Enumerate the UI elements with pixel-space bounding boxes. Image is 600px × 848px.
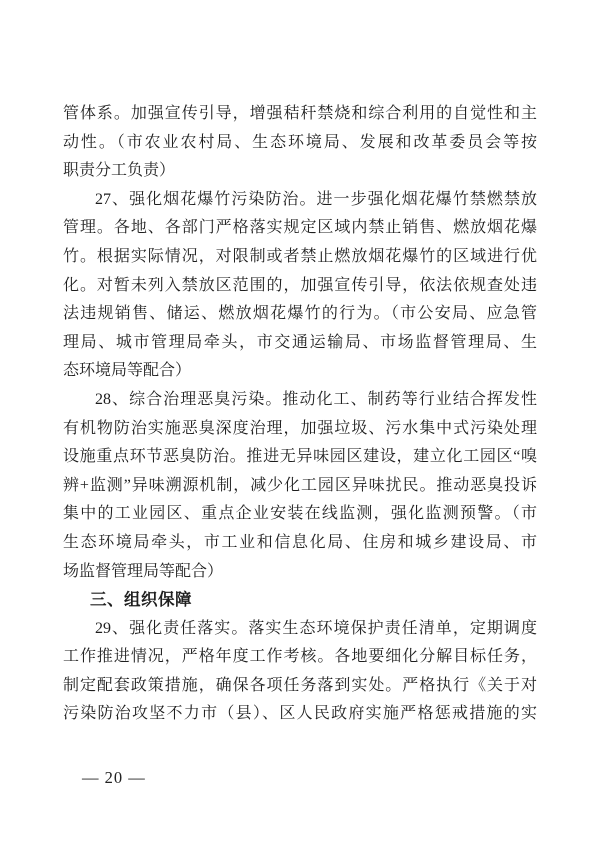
text-line: 28、综合治理恶臭污染。推动化工、制药等行业结合挥发性	[95, 390, 537, 408]
text-line: 理局、城市管理局牵头，市交通运输局、市场监督管理局、生	[63, 333, 537, 351]
paragraph-stubble-burning-continuation	[63, 100, 537, 186]
text-line: 污染防治攻坚不力市（县）、区人民政府实施严格惩戒措施的实	[63, 705, 537, 723]
text-line: 竹。根据实际情况，对限制或者禁止燃放烟花爆竹的区域进行优	[63, 247, 537, 265]
text-line: 生态环境局牵头，市工业和信息化局、住房和城乡建设局、市	[63, 533, 537, 551]
text-line: 辨+监测”异味溯源机制，减少化工园区异味扰民。推动恶臭投诉	[63, 476, 537, 494]
text-line: 有机物防治实施恶臭深度治理，加强垃圾、污水集中式污染处理	[63, 419, 537, 437]
text-line: 动性。（市农业农村局、生态环境局、发展和改革委员会等按	[63, 133, 537, 151]
text-line: 法违规销售、储运、燃放烟花爆竹的行为。（市公安局、应急管	[63, 305, 537, 323]
text-line: 管体系。加强宣传引导，增强秸秆禁烧和综合利用的自觉性和主	[63, 105, 537, 122]
text-line: 27、强化烟花爆竹污染防治。进一步强化烟花爆竹禁燃禁放	[95, 190, 537, 208]
text-line: 集中的工业园区、重点企业安装在线监测，强化监测预警。（市	[63, 505, 537, 523]
section-heading-organizational-support: 三、组织保障	[90, 591, 192, 610]
text-line: 制定配套政策措施，确保各项任务落到实处。严格执行《关于对	[63, 676, 537, 694]
page-number: — 20 —	[82, 768, 146, 787]
text-line: 场监督管理局等配合）	[63, 562, 224, 580]
text-line: 化。对暂未列入禁放区范围的，加强宣传引导，依法依规查处违	[63, 276, 537, 294]
text-line: 工作推进情况，严格年度工作考核。各地要细化分解目标任务，	[63, 648, 537, 666]
paragraph-28-odor-pollution	[63, 386, 537, 586]
document-body	[63, 100, 537, 729]
text-line: 职责分工负责）	[63, 162, 176, 180]
text-line: 设施重点环节恶臭防治。推进无异味园区建设，建立化工园区“嗅	[63, 448, 537, 466]
text-line: 态环境局等配合）	[63, 362, 192, 380]
paragraph-27-fireworks-pollution	[63, 186, 537, 386]
text-line: 29、强化责任落实。落实生态环境保护责任清单，定期调度	[95, 619, 537, 637]
text-line: 管理。各地、各部门严格落实规定区域内禁止销售、燃放烟花爆	[63, 219, 537, 237]
paragraph-29-responsibility	[63, 615, 537, 729]
